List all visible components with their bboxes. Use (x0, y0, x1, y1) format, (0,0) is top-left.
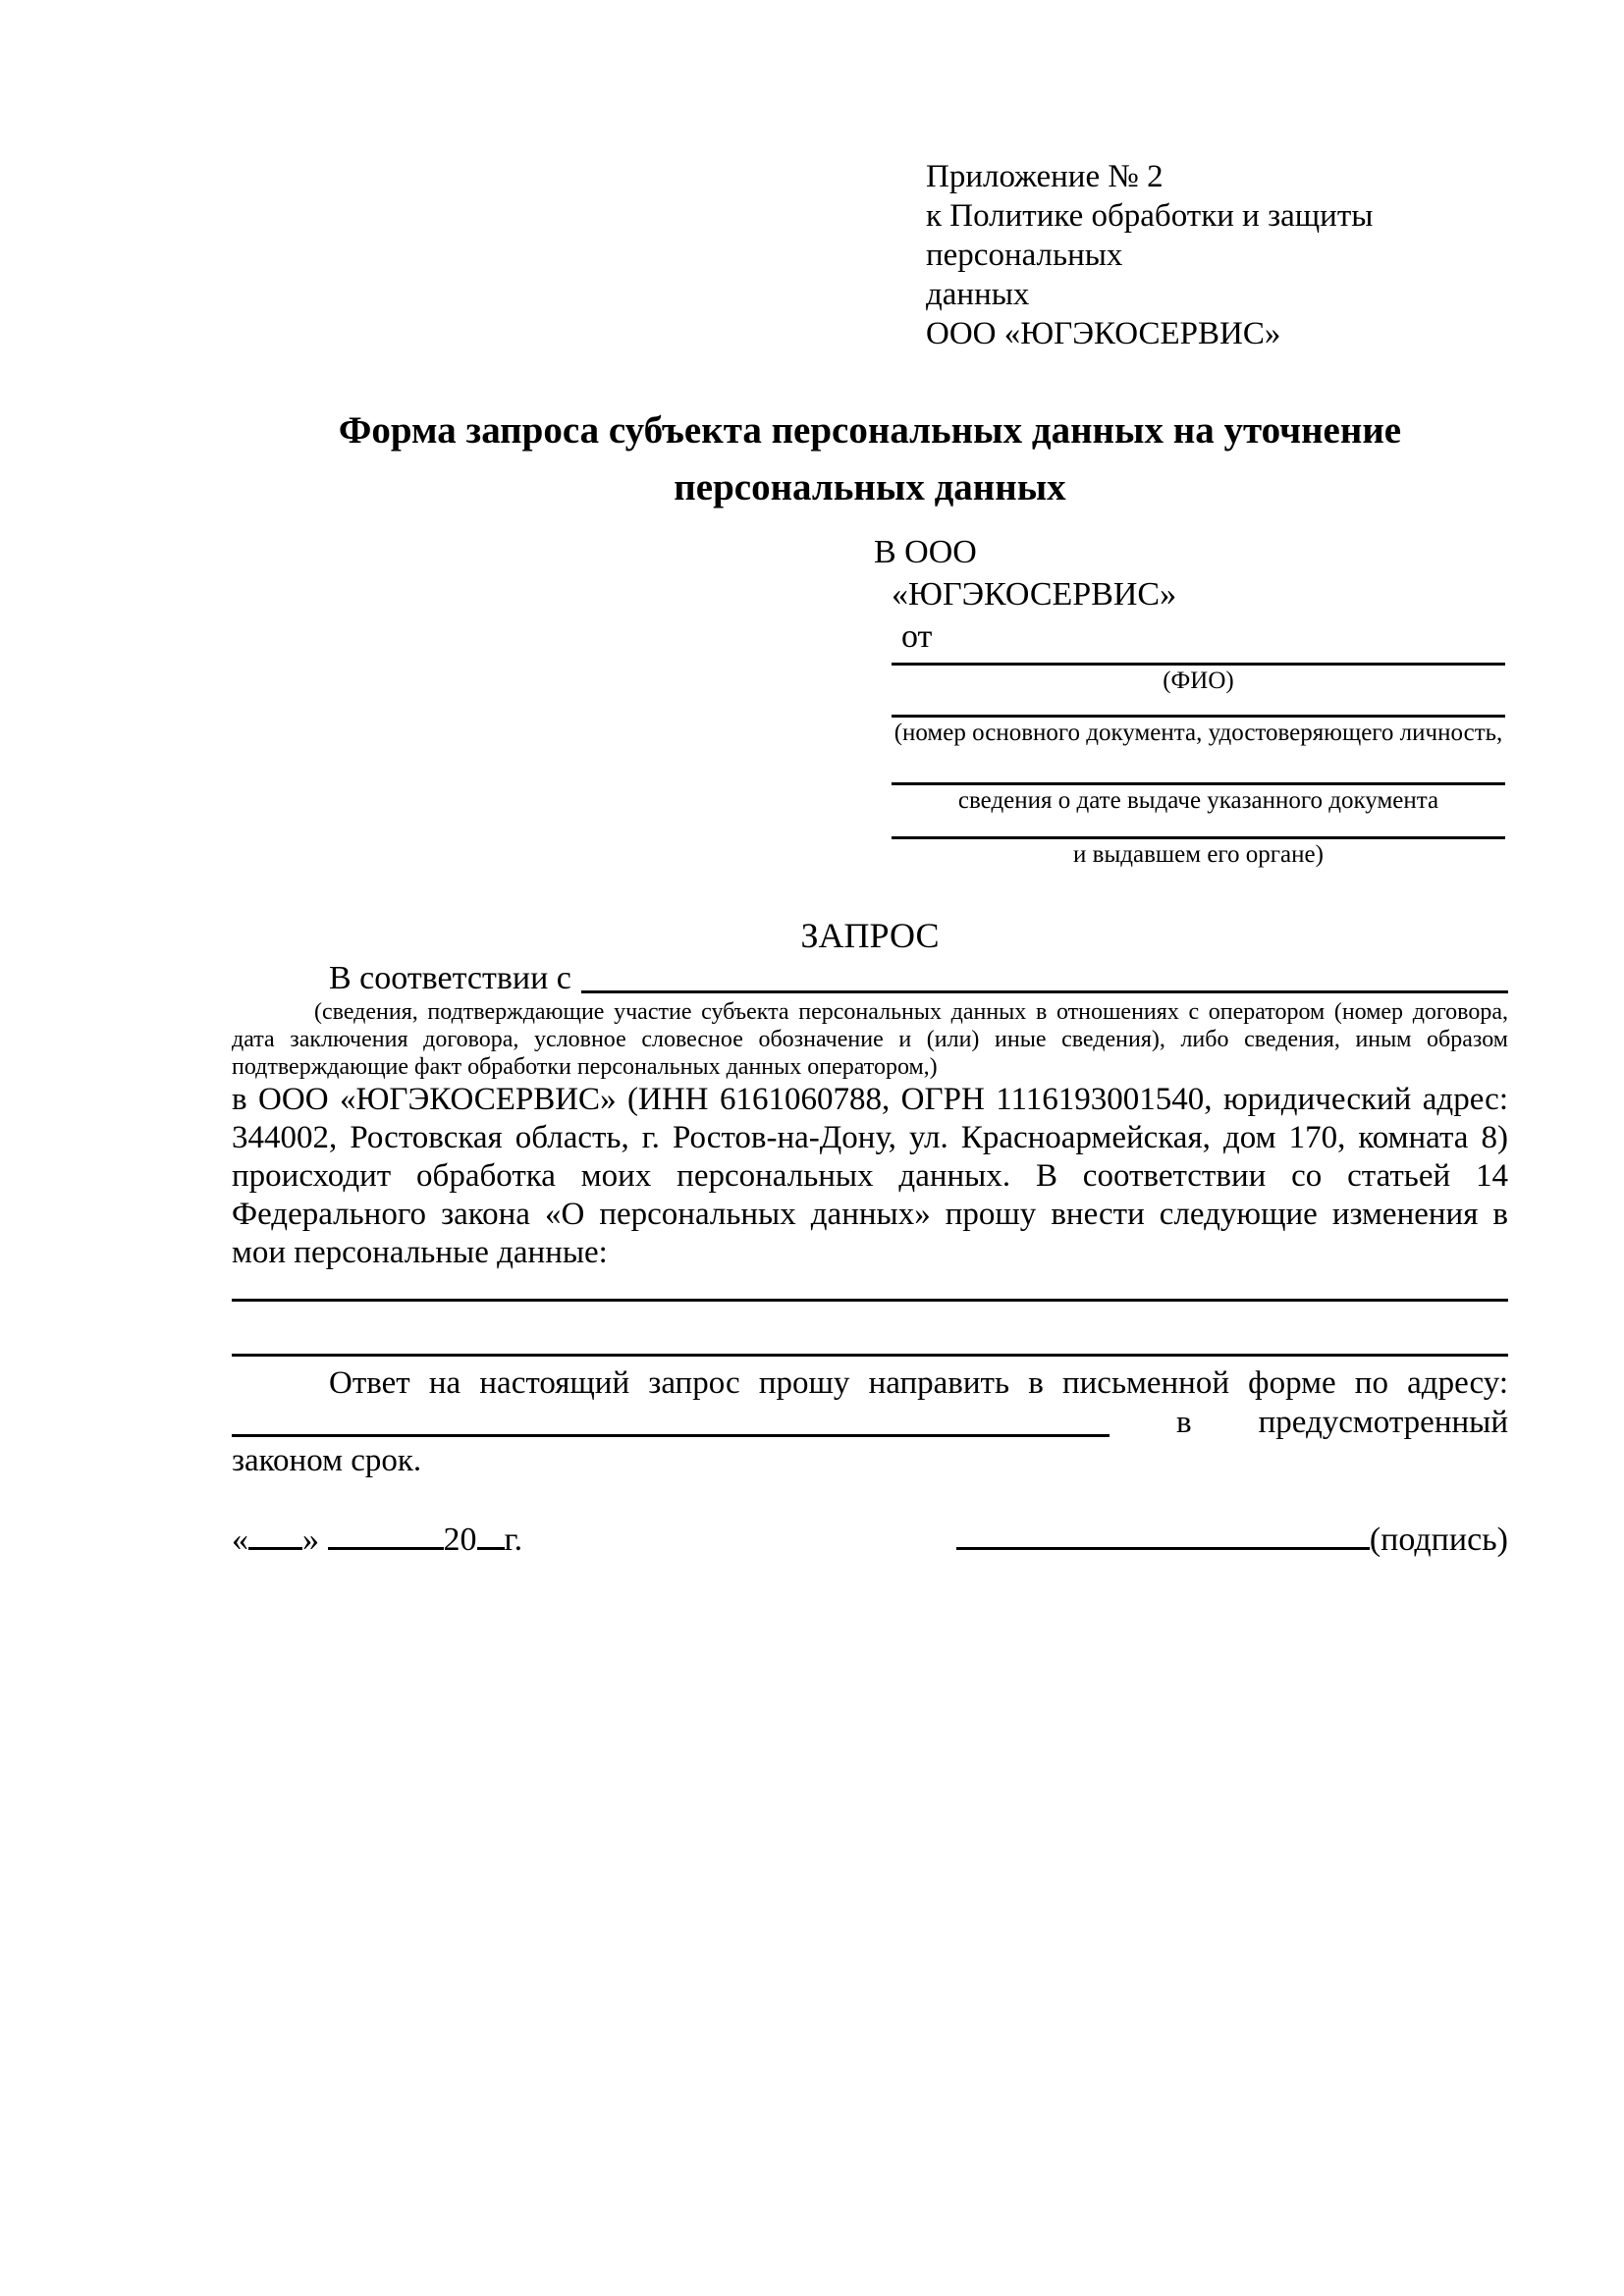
recipient-line: В ООО (874, 534, 977, 570)
issuing-authority-caption: и выдавшем его органе) (1073, 841, 1324, 868)
appendix-line: данных (926, 277, 1030, 312)
accordance-line (232, 959, 1508, 998)
issue-date-field (892, 746, 1505, 814)
issue-date-caption: сведения о дате выдаче указанного документа (957, 787, 1439, 814)
signature-field (956, 1520, 1508, 1561)
reply-word: в (1176, 1405, 1192, 1440)
signature-blank-line (956, 1547, 1370, 1550)
fio-blank-line (892, 658, 1505, 666)
fio-caption: (ФИО) (1163, 667, 1234, 694)
document-content (232, 0, 1508, 1561)
fio-field (892, 658, 1505, 694)
year-suffix: г. (504, 1522, 523, 1558)
reply-paragraph-line-2 (232, 1403, 1508, 1442)
appendix-line: ООО «ЮГЭКОСЕРВИС» (926, 316, 1281, 351)
appendix-note (926, 157, 1508, 353)
explanatory-note: (сведения, подтверждающие участие субъекта персональных данных в отношениях с оператором (номер договора, дата заключения договора, условное словесное обозначение и (или) иные сведения), либо сведения, иным образом подтверждающие факт обработки персональных данных оператором,) (232, 999, 1508, 1080)
reply-word: предусмотренный (1258, 1405, 1508, 1440)
accordance-label: В соответствии с (329, 960, 571, 996)
appendix-line: Приложение № 2 (926, 159, 1164, 194)
document-number-field (892, 694, 1505, 746)
document-title: Форма запроса субъекта персональных данных на уточнение персональных данных (338, 409, 1402, 508)
day-blank (248, 1547, 302, 1550)
changes-blank-line-1 (232, 1272, 1508, 1302)
year-prefix: 20 (443, 1522, 477, 1558)
address-blank-line (232, 1434, 1110, 1437)
quote-close: » (302, 1522, 319, 1558)
reply-paragraph-line-3: законом срок. (232, 1443, 422, 1478)
reply-paragraph-line-1: Ответ на настоящий запрос прошу направить в письменной форме по адресу: (329, 1365, 1508, 1401)
recipient-line: от (901, 618, 933, 655)
date-field (232, 1520, 522, 1561)
year-blank (477, 1547, 505, 1550)
request-heading: ЗАПРОС (800, 916, 940, 955)
accordance-blank-line (581, 990, 1508, 993)
month-blank (328, 1547, 444, 1550)
signature-caption: (подпись) (1369, 1522, 1508, 1558)
recipient-fields (892, 658, 1505, 868)
appendix-line: к Политике обработки и защиты персональных (926, 198, 1374, 273)
issuing-authority-blank-line (892, 814, 1505, 839)
changes-blank-line-2 (232, 1302, 1508, 1357)
issuing-authority-field (892, 814, 1505, 868)
document-number-caption: (номер основного документа, удостоверяющего личность, (893, 720, 1503, 746)
signature-row (232, 1520, 1508, 1561)
issue-date-blank-line (892, 746, 1505, 785)
recipient-block (874, 531, 1508, 868)
document-number-blank-line (892, 694, 1505, 718)
request-body: в ООО «ЮГЭКОСЕРВИС» (ИНН 6161060788, ОГРН 1116193001540, юридический адрес: 344002, Ростовская область, г. Ростов-на-Дону, ул. Красноармейская, дом 170, комната 8) происходит обработка моих персональных данных. В соответствии со статьей 14 Федерального закона «О персональных данных» прошу внести следующие изменения в мои персональные данные: (232, 1082, 1508, 1270)
quote-open: « (232, 1522, 248, 1558)
recipient-line: «ЮГЭКОСЕРВИС» (892, 576, 1177, 613)
